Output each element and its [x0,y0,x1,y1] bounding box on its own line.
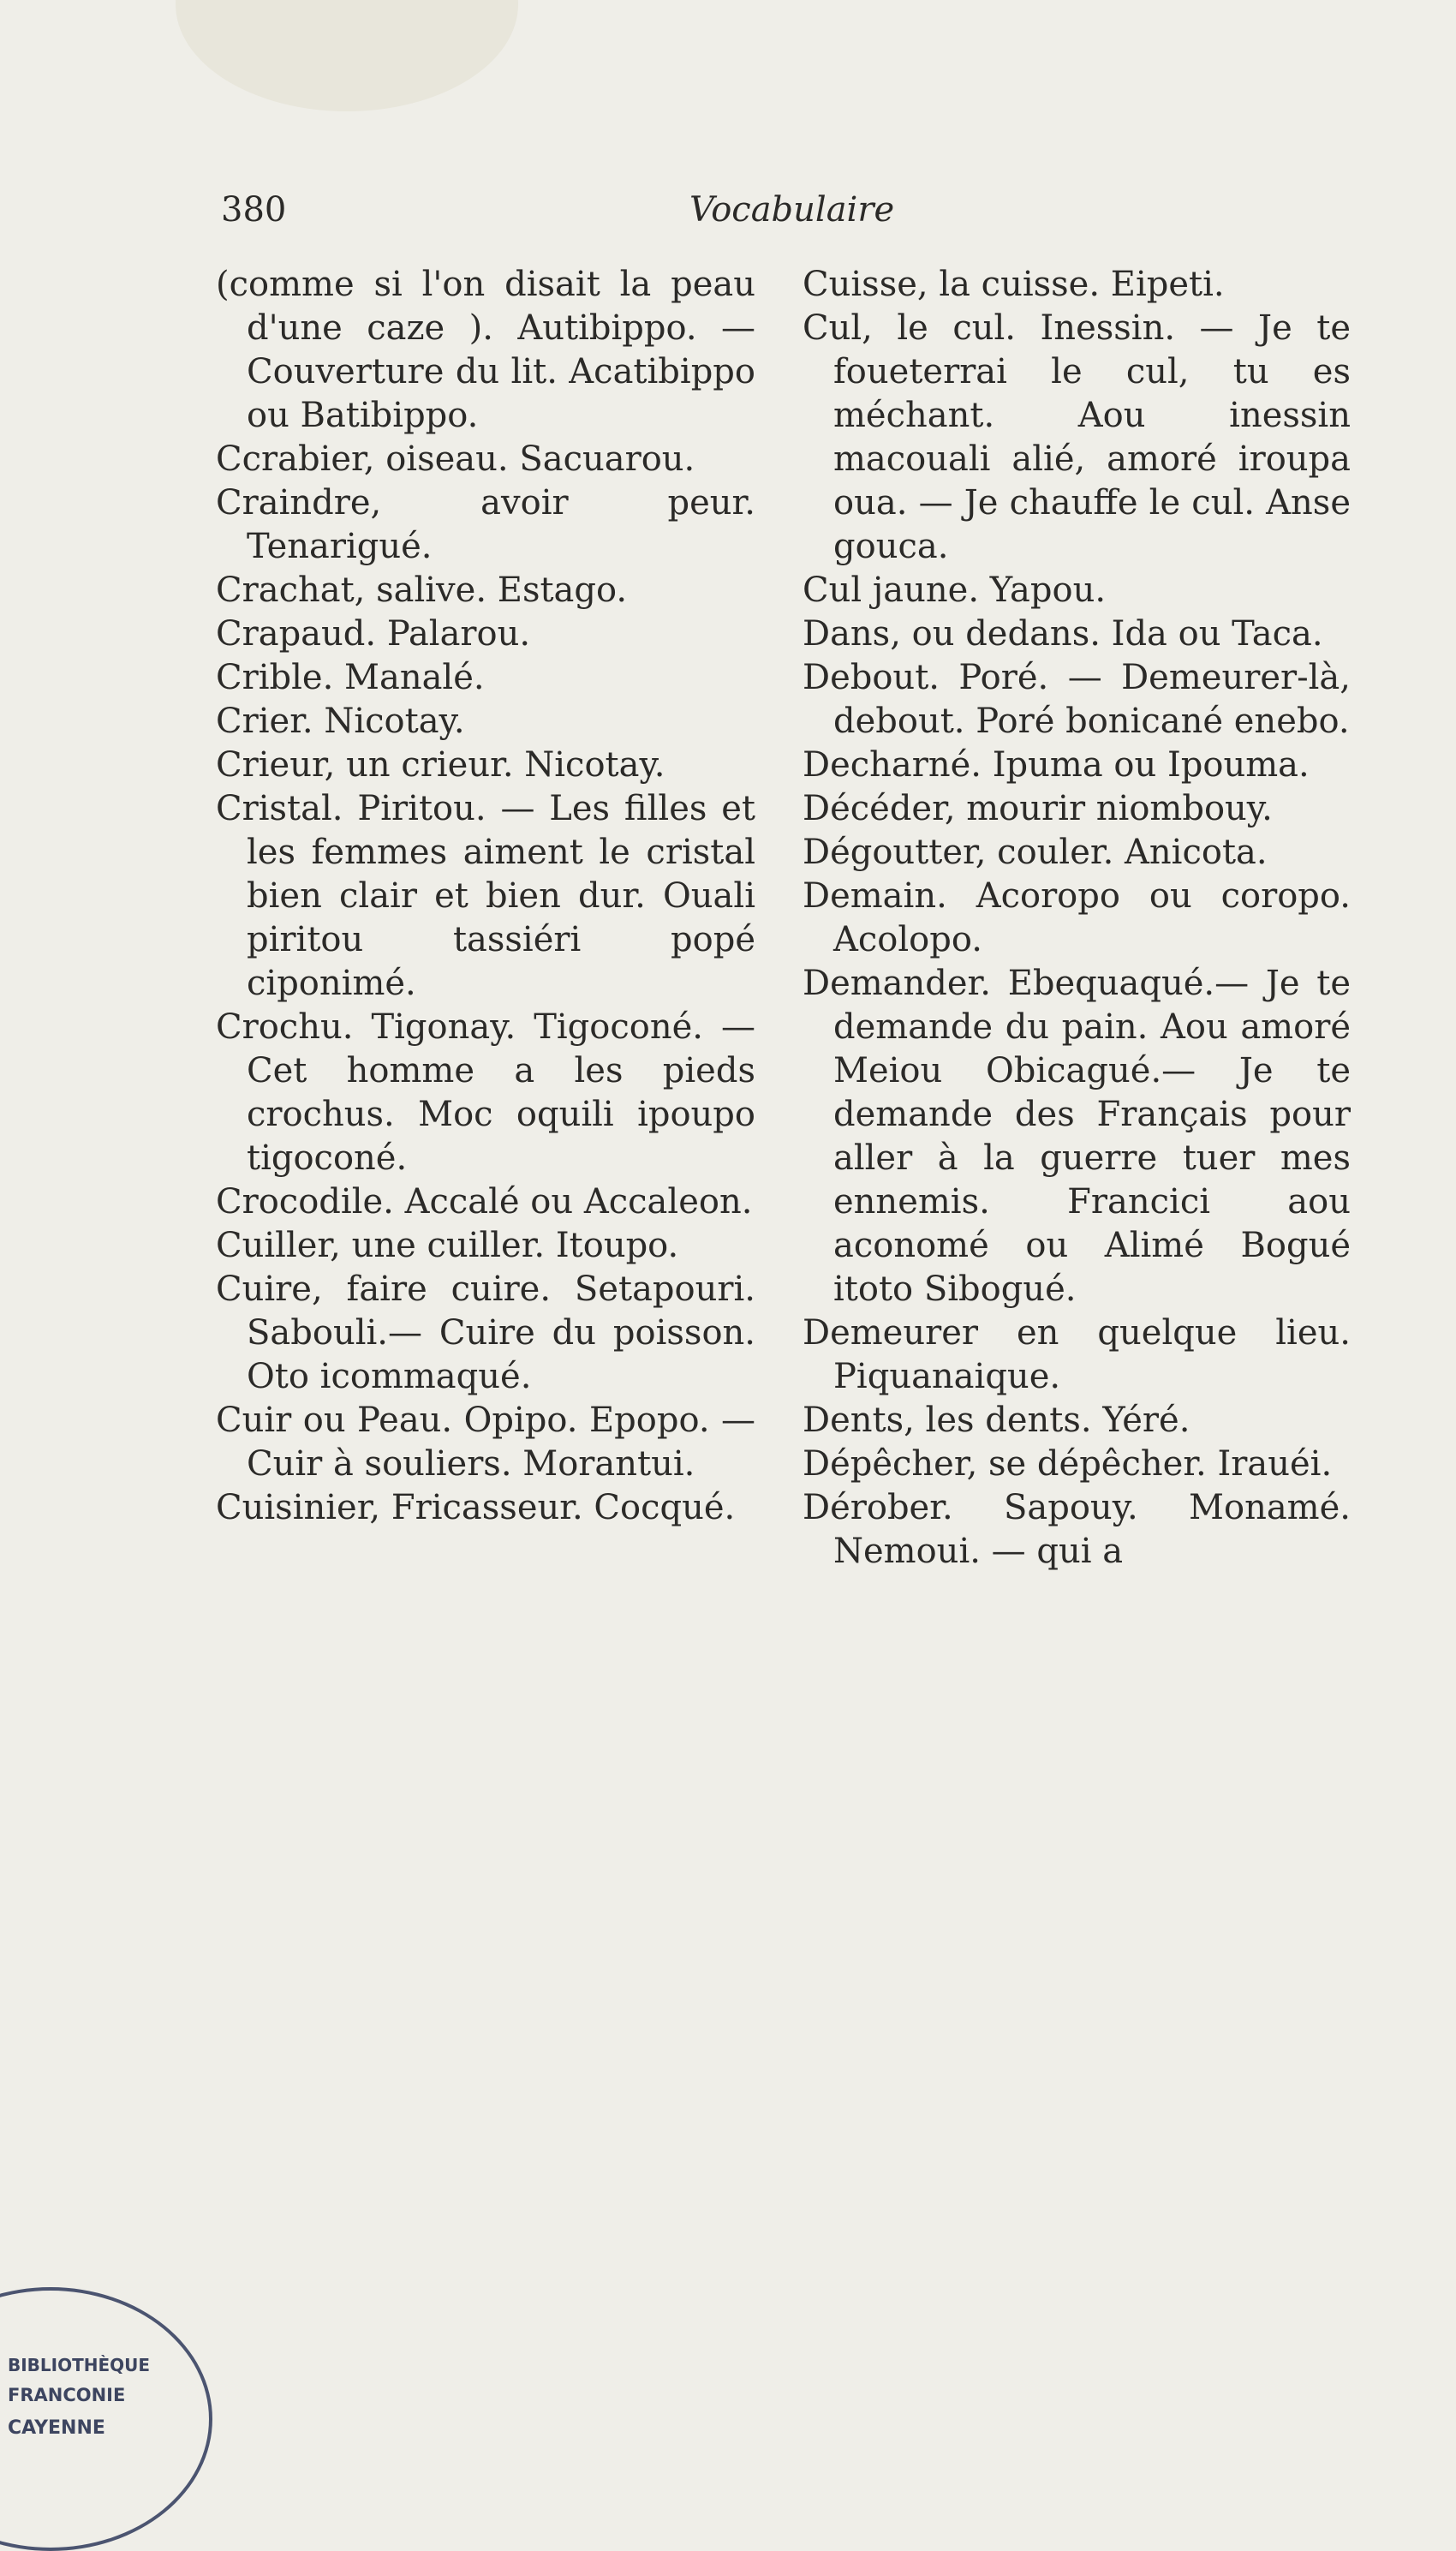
dictionary-entry: Crier. Nicotay. [216,702,465,741]
paper-stain [176,0,518,111]
left-column [216,263,755,1530]
stamp-text: CAYENNE [8,2417,105,2439]
dictionary-entry: Demeurer en quelque lieu. Piquanaique. [803,1313,1351,1396]
dictionary-entry: Crieur, un crieur. Nicotay. [216,745,665,785]
stamp-text: BIBLIOTHÈQUE [8,2355,151,2375]
dictionary-entry: Crachat, salive. Estago. [216,571,628,610]
library-stamp [0,2287,212,2551]
dictionary-entry: Dents, les dents. Yéré. [803,1401,1190,1440]
dictionary-entry: Cristal. Piritou. — Les filles et les femmes aiment le cristal bien clair et bien dur. Ouali piritou tassiéri popé ciponimé. [216,789,755,1003]
dictionary-entry: Dans, ou dedans. Ida ou Taca. [803,614,1323,654]
dictionary-entry: Cuiller, une cuiller. Itoupo. [216,1226,679,1265]
page-header [214,190,1362,242]
dictionary-entry: Debout. Poré. — Demeurer-là, debout. Poré bonicané enebo. [803,658,1351,741]
dictionary-entry: Crocodile. Accalé ou Accaleon. [216,1182,753,1222]
right-column [803,263,1351,1574]
dictionary-entry: Cuisinier, Fricasseur. Cocqué. [216,1488,736,1527]
dictionary-entry: Dépêcher, se dépêcher. Irauéi. [803,1444,1333,1484]
running-title: Vocabulaire [689,190,895,230]
dictionary-entry: Dérober. Sapouy. Monamé. Nemoui. — qui a [803,1488,1351,1571]
dictionary-entry: Crochu. Tigonay. Tigoconé. — Cet homme a les pieds crochus. Moc oquili ipoupo tigoconé. [216,1007,755,1178]
dictionary-entry: Decharné. Ipuma ou Ipouma. [803,745,1310,785]
dictionary-entry: (comme si l'on disait la peau d'une caze ). Autibippo. — Couverture du lit. Acatibippo ou Batibippo. [216,265,755,435]
page-number: 380 [221,190,287,230]
dictionary-entry: Craindre, avoir peur. Tenarigué. [216,483,755,566]
stamp-text: FRANCONIE [8,2385,126,2405]
dictionary-entry: Demander. Ebequaqué.— Je te demande du pain. Aou amoré Meiou Obicagué.— Je te demande des Français pour aller à la guerre tuer mes ennemis. Francici aou aconomé ou Alimé Bogué itoto Sibogué. [803,964,1351,1309]
dictionary-entry: Cul, le cul. Inessin. — Je te foueterrai le cul, tu es méchant. Aou inessin macouali alié, amoré iroupa oua. — Je chauffe le cul. Anse gouca. [803,308,1351,566]
dictionary-entry: Crible. Manalé. [216,658,485,697]
dictionary-entry: Cul jaune. Yapou. [803,571,1107,610]
dictionary-entry: Cuisse, la cuisse. Eipeti. [803,265,1225,304]
dictionary-entry: Cuir ou Peau. Opipo. Epopo. — Cuir à souliers. Morantui. [216,1401,755,1484]
dictionary-entry: Cuire, faire cuire. Setapouri. Sabouli.— Cuire du poisson. Oto icommaqué. [216,1270,755,1396]
dictionary-entry: Ccrabier, oiseau. Sacuarou. [216,439,695,479]
dictionary-entry: Demain. Acoropo ou coropo. Acolopo. [803,876,1351,959]
dictionary-entry: Décéder, mourir niombouy. [803,789,1273,828]
dictionary-entry: Dégoutter, couler. Anicota. [803,833,1268,872]
dictionary-entry: Crapaud. Palarou. [216,614,531,654]
